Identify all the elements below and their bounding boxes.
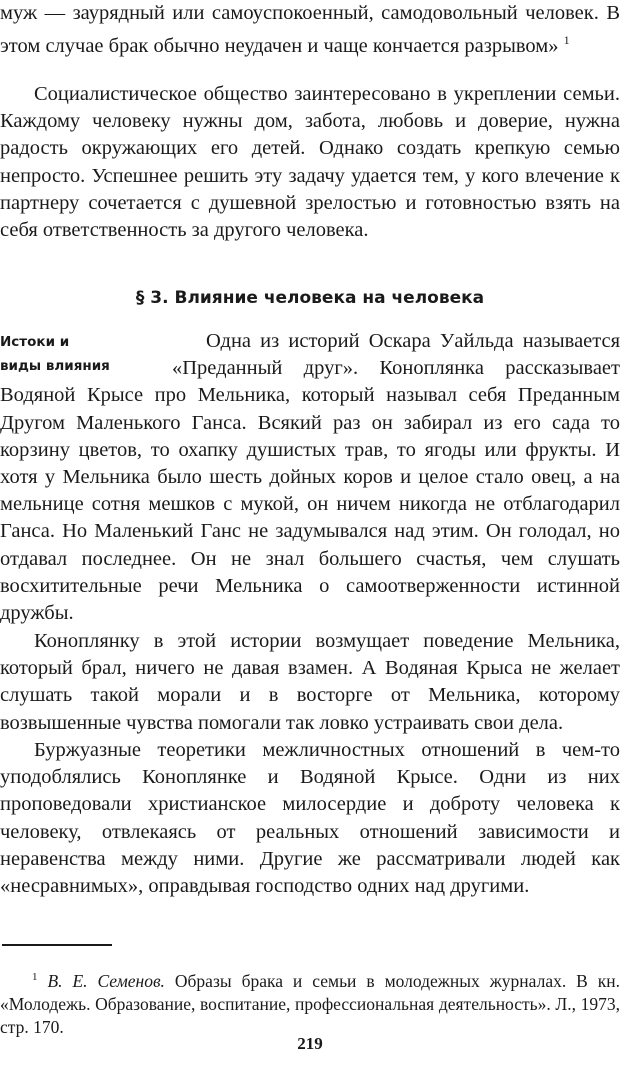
margin-note-line: виды влияния xyxy=(0,358,110,374)
paragraph-text: Одна из историй Оскара Уайльда называется «Преданный друг». Коноплянка рассказывает Водяной Крысе про Мельника, который называл себя Преданным Другом Маленького Ганса. Всякий раз он забирал из его сада то корзину цветов, то охапку душистых трав, то ягоды или фрукты. И хотя у Мельника было шесть дойных коров и целое стало овец, а на мельнице сотня мешков с мукой, он ничем никогда не отблагодарил Ганса. Но Маленький Ганс не задумывался над этим. Он голодал, но отдавал последнее. Он не знал большего счастья, чем слушать восхитительные речи Мельника о самоотверженности истинной дружбы. xyxy=(0,330,620,625)
margin-note-line: Истоки и xyxy=(0,334,70,350)
page-number: 219 xyxy=(297,1034,323,1053)
section-heading: § 3. Влияние человека на человека xyxy=(135,288,485,308)
paragraph-socialist-society: Социалистическое общество заинтересовано в укреплении семьи. Каждому человеку нужны дом, забота, любовь и доверие, нужна радость окружающих его детей. Однако создать крепкую семью непросто. Успешнее решить эту задачу удается тем, у кого влечение к партнеру сочетается с душевной зрелостью и готовностью взять на себя ответственность за другого человека. xyxy=(0,83,620,242)
paragraph-linnet-indignation: Коноплянку в этой истории возмущает поведение Мельника, который брал, ничего не давая взамен. А Водяная Крыса не желает слушать такой морали и в восторге от Мельника, которому возвышенные чувства помогали так ловко устраивать свои дела. xyxy=(0,630,620,734)
footnote-divider xyxy=(2,944,112,946)
footnote xyxy=(0,966,620,1039)
paragraph-bourgeois-theorists: Буржуазные теоретики межличностных отношений в чем-то уподоблялись Коноплянке и Водяной Крысе. Одни из них проповедовали христианское милосердие и доброту человека к человеку, отвлекаясь от реальных отношений зависимости и неравенства между ними. Другие же рассматривали людей как «несравнимых», оправдывая господство одних над другими. xyxy=(0,739,620,898)
footnote-text: Образы брака и семьи в молодежных журналах. В кн. «Молодежь. Образование, воспитание, профессиональная деятельность». Л., 1973, стр. 170. xyxy=(0,970,620,1037)
footnote-marker: 1 xyxy=(32,971,38,983)
paragraph-continued xyxy=(0,0,620,60)
footnote-reference: 1 xyxy=(563,33,570,48)
margin-note xyxy=(0,330,172,378)
paragraph-wilde-story xyxy=(0,328,620,627)
paragraph-text: муж — заурядный или самоуспокоенный, самодовольный человек. В этом случае брак обычно неудачен и чаще кончается разрывом» xyxy=(0,2,620,58)
footnote-author: В. Е. Семенов. xyxy=(47,970,165,991)
